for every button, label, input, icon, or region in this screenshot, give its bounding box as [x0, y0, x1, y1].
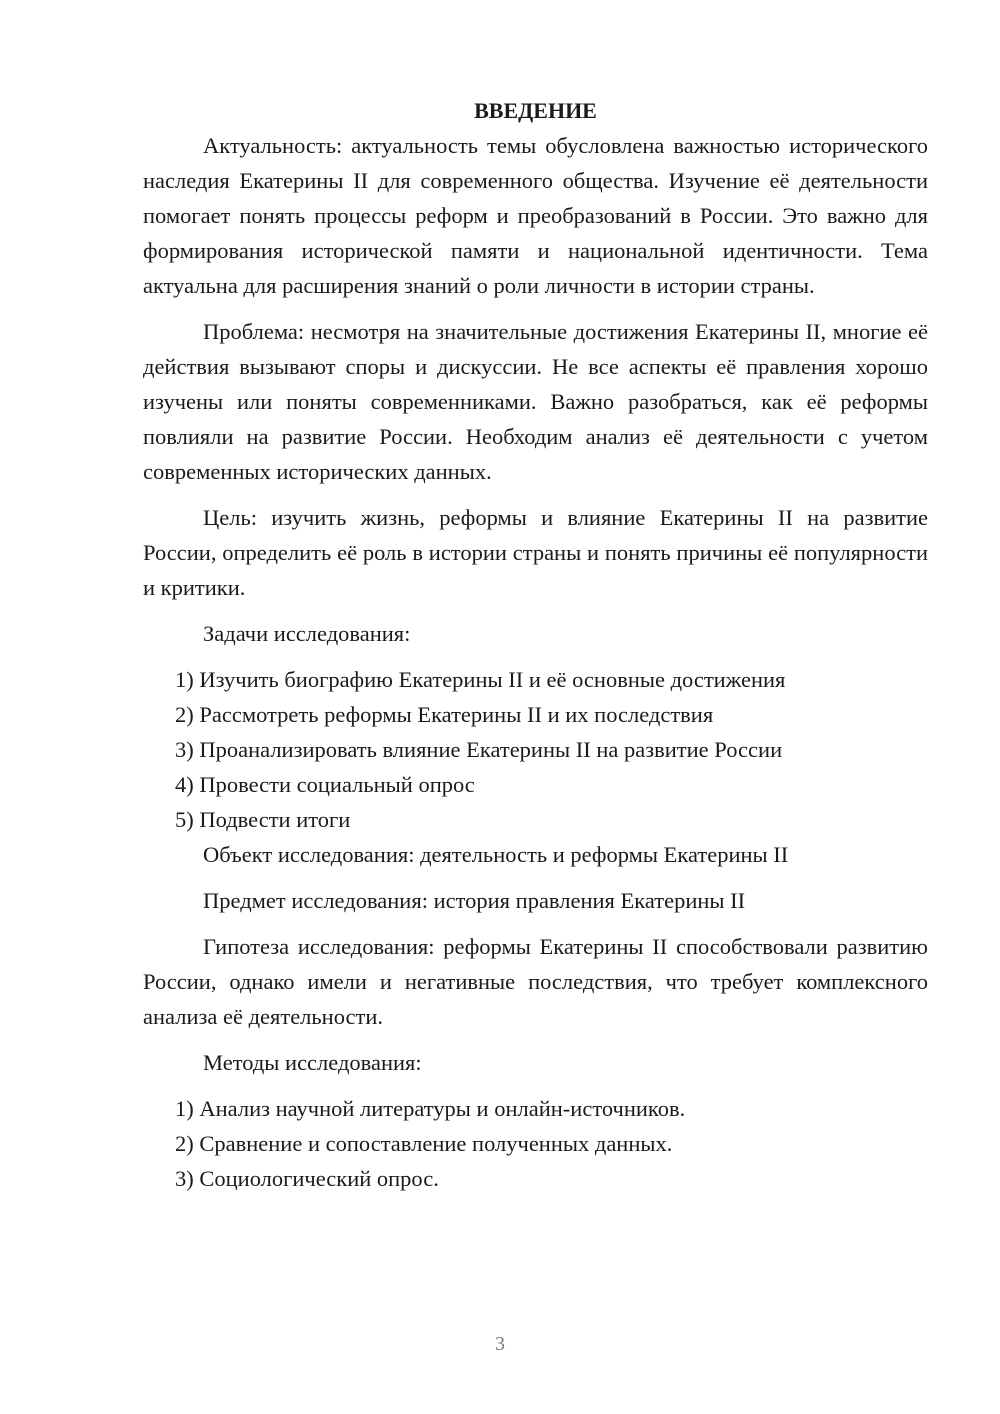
- hypothesis-paragraph: Гипотеза исследования: реформы Екатерины II способствовали развитию России, однако имели и негативные последствия, что требует комплексного анализа её деятельности.: [143, 934, 928, 1029]
- research-object: Объект исследования: деятельность и реформы Екатерины II: [203, 842, 789, 867]
- method-item: 1) Анализ научной литературы и онлайн-источников.: [175, 1096, 686, 1121]
- section-title: ВВЕДЕНИЕ: [474, 98, 597, 123]
- problem-paragraph: Проблема: несмотря на значительные достижения Екатерины II, многие её действия вызывают споры и дискуссии. Не все аспекты её правления хорошо изучены или поняты современниками. Важно разобраться, как её реформы повлияли на развитие России. Необходим анализ её деятельности с учетом современных исторических данных.: [143, 319, 928, 484]
- method-item: 2) Сравнение и сопоставление полученных данных.: [175, 1131, 673, 1156]
- document-page: [143, 93, 928, 1196]
- task-item: 1) Изучить биографию Екатерины II и её основные достижения: [175, 667, 786, 692]
- page-number: 3: [495, 1333, 505, 1355]
- method-item: 3) Социологический опрос.: [175, 1166, 439, 1191]
- task-item: 5) Подвести итоги: [175, 807, 351, 832]
- methods-heading: Методы исследования:: [203, 1050, 422, 1075]
- research-subject: Предмет исследования: история правления Екатерины II: [203, 888, 746, 913]
- task-item: 4) Провести социальный опрос: [175, 772, 475, 797]
- tasks-heading: Задачи исследования:: [203, 621, 411, 646]
- relevance-paragraph: Актуальность: актуальность темы обусловлена важностью исторического наследия Екатерины II для современного общества. Изучение её деятельности помогает понять процессы реформ и преобразований в России. Это важно для формирования исторической памяти и национальной идентичности. Тема актуальна для расширения знаний о роли личности в истории страны.: [143, 133, 928, 298]
- goal-paragraph: Цель: изучить жизнь, реформы и влияние Екатерины II на развитие России, определить её роль в истории страны и понять причины её популярности и критики.: [143, 505, 928, 600]
- task-item: 3) Проанализировать влияние Екатерины II на развитие России: [175, 737, 783, 762]
- task-item: 2) Рассмотреть реформы Екатерины II и их последствия: [175, 702, 714, 727]
